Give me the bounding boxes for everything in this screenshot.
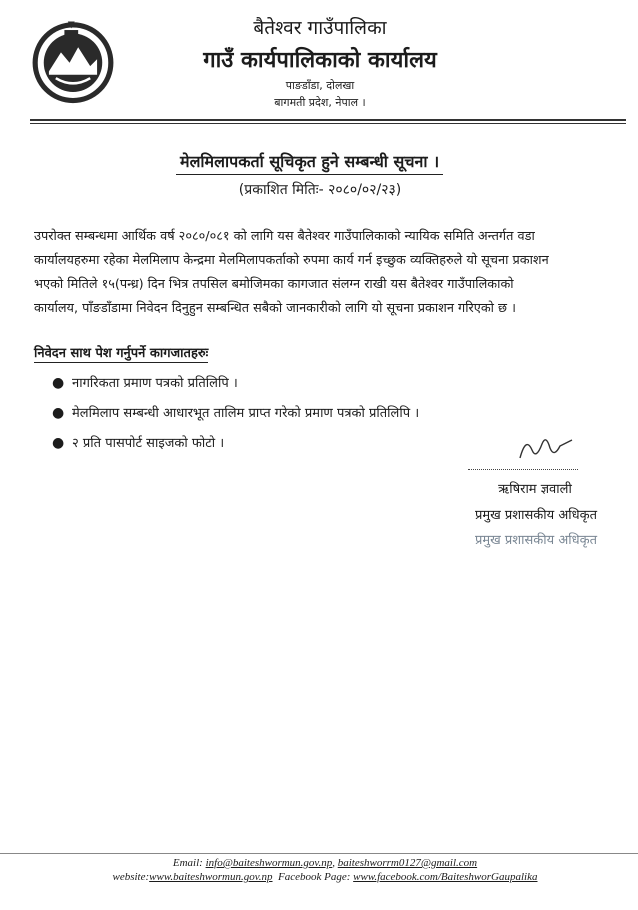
email-link-2[interactable]: baiteshworrm0127@gmail.com (337, 857, 478, 869)
footer-divider (0, 853, 638, 854)
address-line-1: पाङडाँडा, दोलखा (285, 79, 355, 92)
designation-stamp: प्रमुख प्रशासकीय अधिकृत (474, 533, 598, 548)
documents-heading: निवेदन साथ पेश गर्नुपर्ने कागजातहरुः (34, 343, 208, 363)
bullet-icon: ● (52, 435, 65, 451)
list-item (52, 433, 224, 451)
footer-email-line: Email: info@baiteshwormun.gov.np, baiteshworrm0127@gmail.com (172, 857, 478, 869)
notice-title: मेलमिलापकर्ता सूचिकृत हुने सम्बन्धी सूचना । (176, 150, 443, 175)
list-item-text: मेलमिलाप सम्बन्धी आधारभूत तालिम प्राप्त गरेको प्रमाण पत्रको प्रतिलिपि । (72, 406, 420, 421)
email-label: Email: (172, 857, 203, 869)
handwritten-signature (516, 430, 576, 466)
list-item-text: २ प्रति पासपोर्ट साइजको फोटो । (72, 436, 225, 451)
website-label: website: (112, 871, 150, 883)
notice-body (34, 225, 612, 321)
signatory-name: ऋषिराम ज्ञवाली (498, 482, 572, 497)
nepal-emblem-logo (30, 18, 116, 104)
municipality-name: बैतेश्वर गाउँपालिका (253, 17, 387, 39)
header-divider (30, 119, 626, 121)
header-divider-thin (30, 123, 626, 124)
facebook-link[interactable]: www.facebook.com/BaiteshworGaupalika (353, 871, 538, 883)
published-date: (प्रकाशित मितिः- २०८०/०२/२३) (238, 182, 402, 198)
facebook-label: Facebook Page: (278, 871, 351, 883)
body-line: कार्यालयहरुमा रहेका मेलमिलाप केन्द्रमा मेलमिलापकर्ताको रुपमा कार्य गर्न इच्छुक व्यक्तिहरुले यो सूचना प्रकाशन (34, 253, 549, 268)
email-link-1[interactable]: info@baiteshwormun.gov.np (205, 857, 333, 869)
website-link[interactable]: www.baiteshwormun.gov.np (149, 871, 273, 883)
body-line: कार्यालय, पाँङडाँडामा निवेदन दिनुहुन सम्बन्धित सबैको जानकारीको लागि यो सूचना प्रकाशन गरिएको छ । (34, 301, 516, 316)
body-line: भएको मितिले १५(पन्ध्र) दिन भित्र तपसिल बमोजिमका कागजात संलग्न राखी यस बैतेश्वर गाउँपालिकाको (34, 277, 514, 292)
office-name: गाउँ कार्यपालिकाको कार्यालय (203, 48, 437, 73)
address-line-2: बागमती प्रदेश, नेपाल । (274, 96, 366, 109)
bullet-icon: ● (52, 405, 65, 421)
signature-line (468, 469, 578, 470)
list-item (52, 373, 238, 391)
body-line: उपरोक्त सम्बन्धमा आर्थिक वर्ष २०८०/०८१ को लागि यस बैतेश्वर गाउँपालिकाको न्यायिक समिति अन्तर्गत वडा (34, 229, 535, 244)
footer-web-line (90, 871, 560, 883)
bullet-icon: ● (52, 375, 65, 391)
list-item-text: नागरिकता प्रमाण पत्रको प्रतिलिपि । (72, 376, 238, 391)
list-item (52, 403, 419, 421)
signatory-designation: प्रमुख प्रशासकीय अधिकृत (474, 508, 598, 523)
